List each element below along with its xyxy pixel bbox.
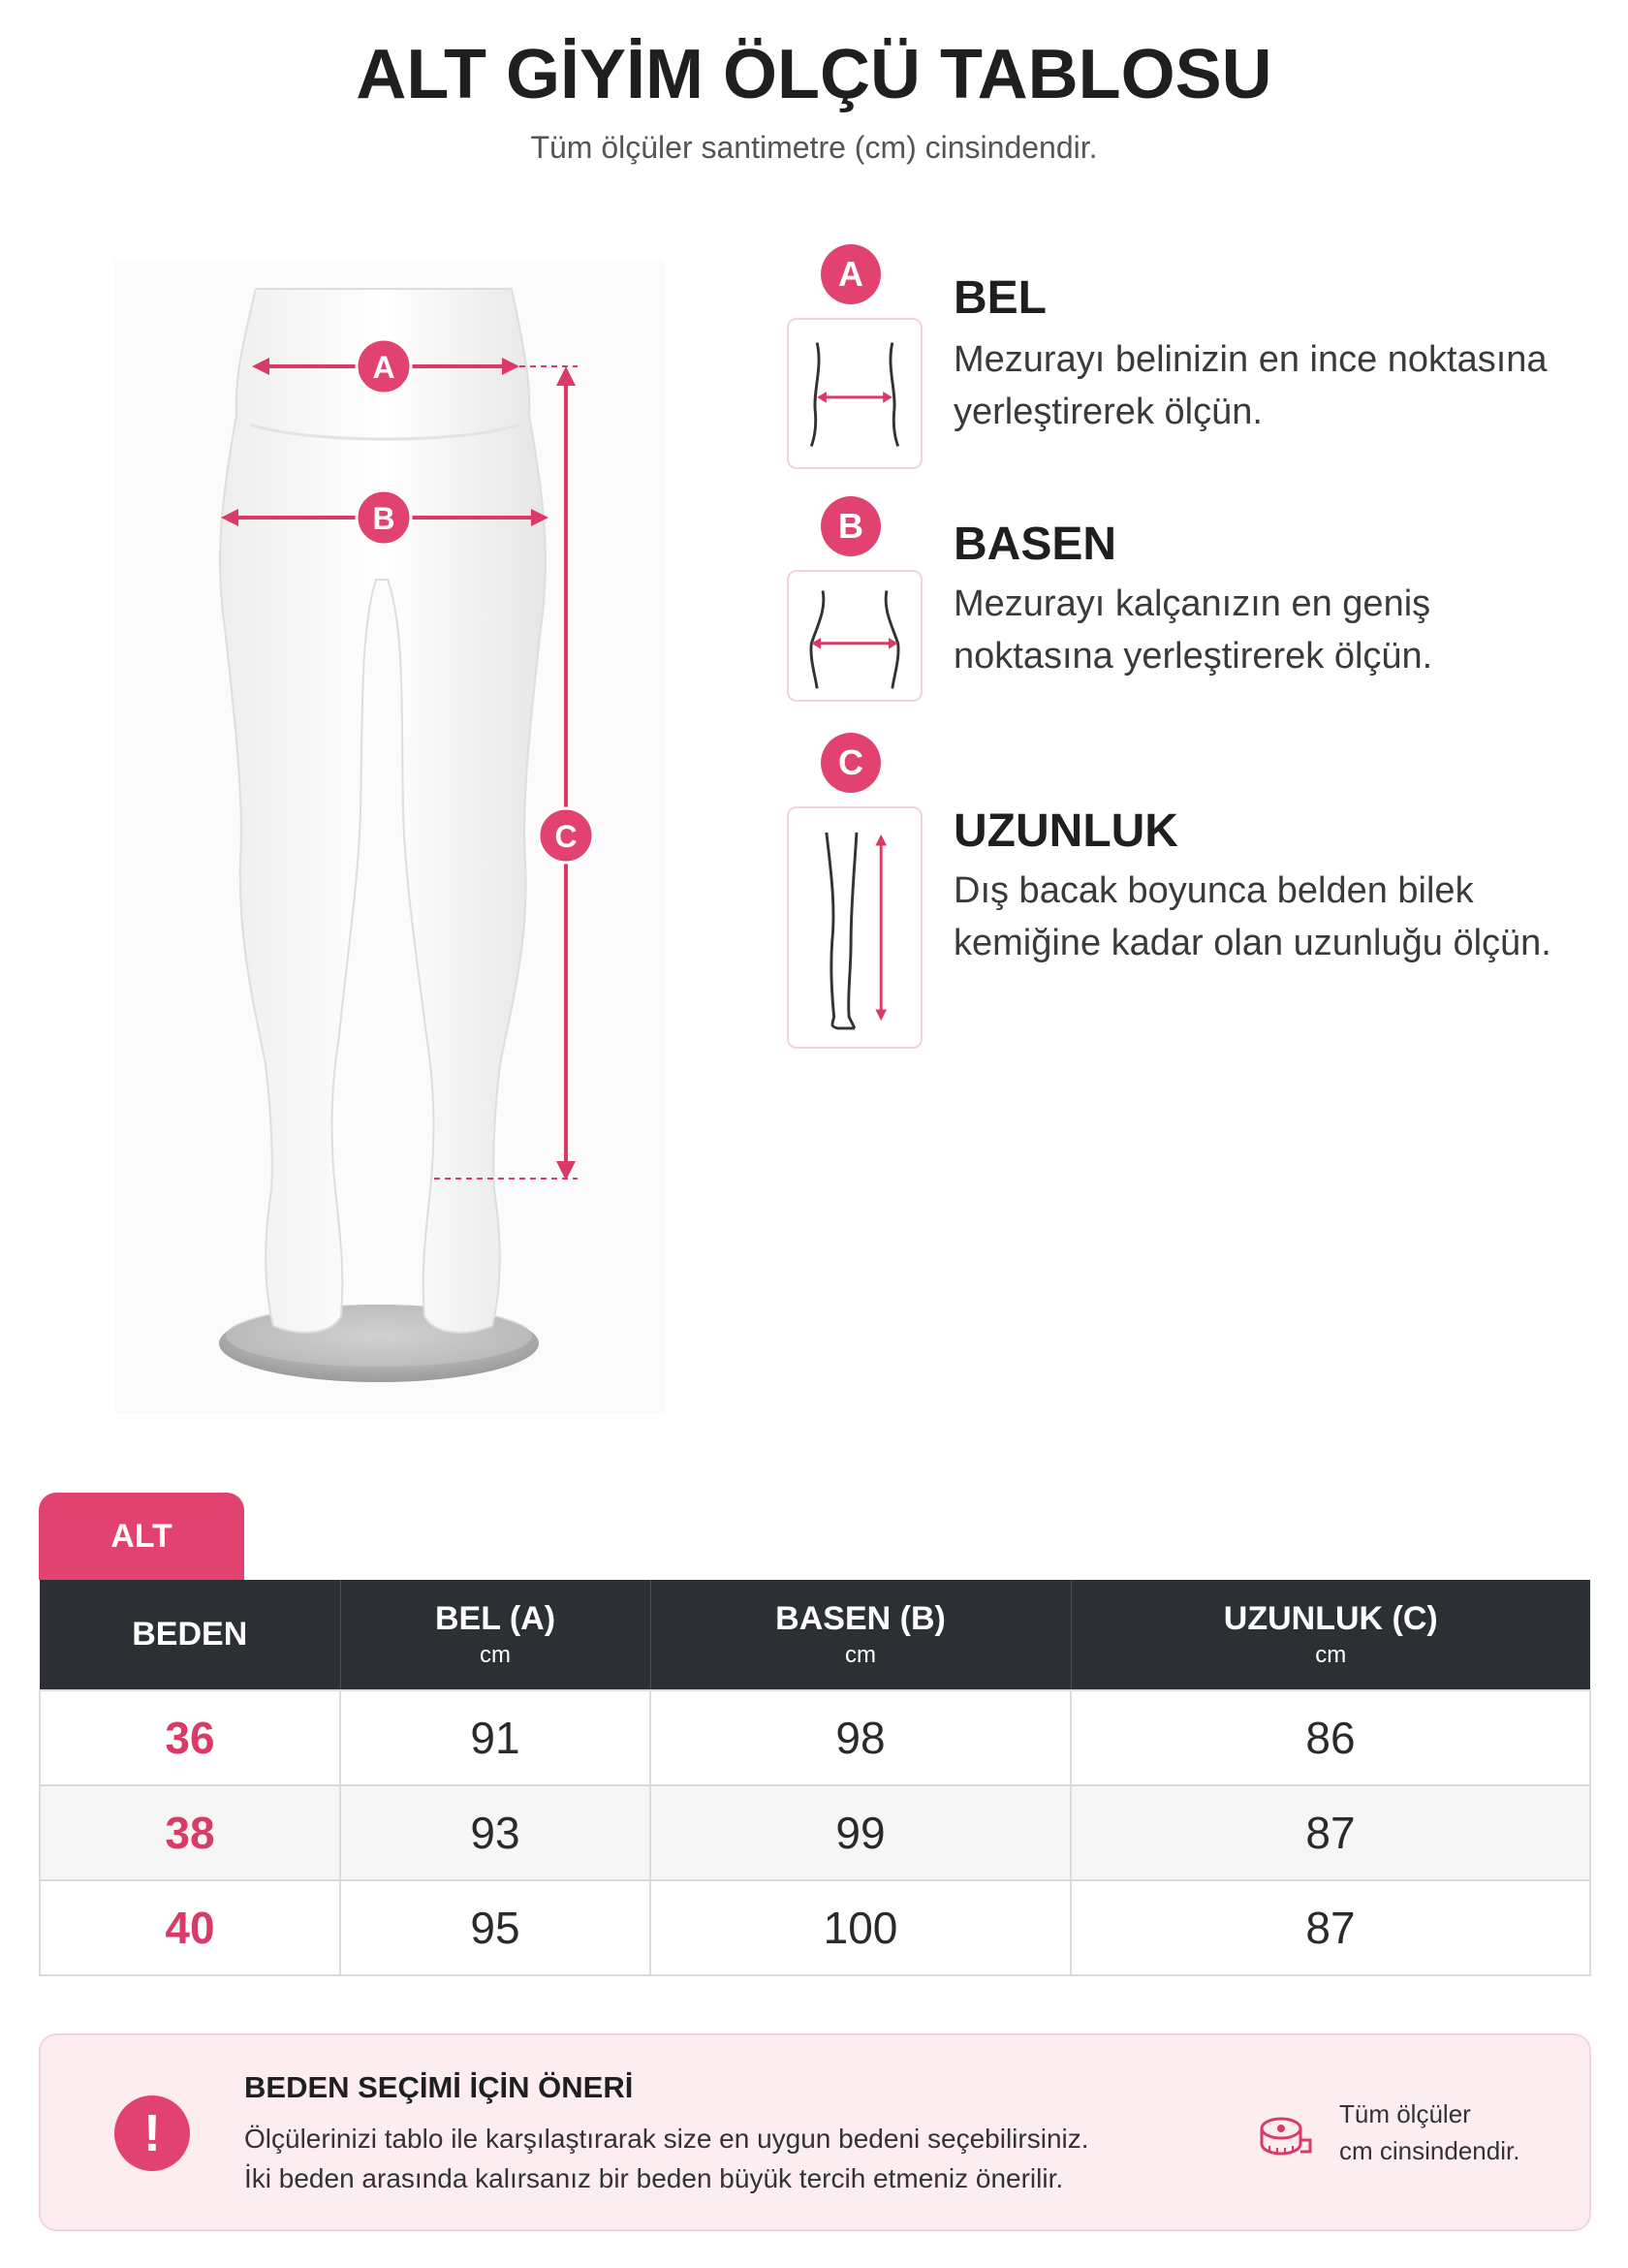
table-header-row — [40, 1580, 1590, 1690]
length-cell: 87 — [1071, 1880, 1590, 1975]
badge-c: C — [821, 733, 881, 793]
desc-line: Dış bacak boyunca belden bilek — [954, 870, 1474, 911]
header-size — [40, 1580, 340, 1690]
measurement-desc — [954, 865, 1551, 969]
exclamation-icon: ! — [114, 2095, 190, 2171]
waist-icon — [787, 318, 923, 469]
waist-cell: 93 — [340, 1785, 650, 1880]
tip-line: Ölçülerinizi tablo ile karşılaştırarak size en uygun bedeni seçebilirsiniz. — [244, 2124, 1089, 2154]
length-cell: 87 — [1071, 1785, 1590, 1880]
marker-b-label: B — [372, 501, 395, 536]
hip-cell: 100 — [650, 1880, 1071, 1975]
header-unit: cm — [1315, 1642, 1347, 1668]
marker-c-label: C — [554, 819, 578, 854]
badge-a: A — [821, 244, 881, 304]
tip-text — [244, 2119, 1155, 2198]
desc-line: kemiğine kadar olan uzunluğu ölçün. — [954, 923, 1551, 963]
mannequin-figure — [114, 260, 665, 1413]
size-table — [39, 1580, 1591, 1976]
measurement-desc — [954, 578, 1432, 682]
desc-line: Mezurayı belinizin en ince noktasına — [954, 339, 1548, 380]
table-row — [40, 1880, 1590, 1975]
note-line: cm cinsindendir. — [1339, 2136, 1520, 2165]
desc-line: Mezurayı kalçanızın en geniş — [954, 583, 1431, 624]
page-subtitle: Tüm ölçüler santimetre (cm) cinsindendir. — [530, 130, 1098, 165]
tip-line: İki beden arasında kalırsanız bir beden büyük tercih etmeniz önerilir. — [244, 2163, 1064, 2193]
header-waist — [340, 1580, 650, 1690]
hip-cell: 98 — [650, 1690, 1071, 1785]
marker-a-label: A — [372, 350, 395, 385]
desc-line: yerleştirerek ölçün. — [954, 392, 1263, 432]
header-hip — [650, 1580, 1071, 1690]
measurement-title: UZUNLUK — [954, 805, 1178, 857]
header-label: BASEN (B) — [775, 1600, 946, 1637]
waist-cell: 95 — [340, 1880, 650, 1975]
leg-length-icon — [787, 806, 923, 1049]
tip-unit-note — [1339, 2095, 1572, 2169]
badge-b: B — [821, 496, 881, 556]
size-tip-box — [39, 2033, 1591, 2231]
measurement-length — [787, 733, 1601, 1053]
tab-alt[interactable]: ALT — [39, 1493, 244, 1580]
size-cell: 40 — [40, 1880, 340, 1975]
length-cell: 86 — [1071, 1690, 1590, 1785]
table-row — [40, 1690, 1590, 1785]
hip-cell: 99 — [650, 1785, 1071, 1880]
header-label: UZUNLUK (C) — [1223, 1600, 1438, 1637]
note-line: Tüm ölçüler — [1339, 2099, 1471, 2128]
waist-cell: 91 — [340, 1690, 650, 1785]
measurement-title: BEL — [954, 272, 1047, 324]
header-length — [1071, 1580, 1590, 1690]
measurement-title: BASEN — [954, 519, 1117, 570]
size-cell: 38 — [40, 1785, 340, 1880]
size-cell: 36 — [40, 1690, 340, 1785]
header-label: BEDEN — [132, 1616, 248, 1653]
measurement-waist — [787, 244, 1601, 477]
tip-title: BEDEN SEÇİMİ İÇİN ÖNERİ — [244, 2070, 634, 2104]
page-title: ALT GİYİM ÖLÇÜ TABLOSU — [356, 36, 1272, 113]
table-row — [40, 1785, 1590, 1880]
measurement-hip — [787, 496, 1601, 729]
hip-icon — [787, 570, 923, 702]
header-unit: cm — [480, 1642, 511, 1668]
measurement-desc — [954, 333, 1548, 438]
header-label: BEL (A) — [434, 1600, 556, 1637]
measuring-tape-icon — [1256, 2107, 1312, 2163]
header-unit: cm — [845, 1642, 876, 1668]
desc-line: noktasına yerleştirerek ölçün. — [954, 636, 1433, 677]
